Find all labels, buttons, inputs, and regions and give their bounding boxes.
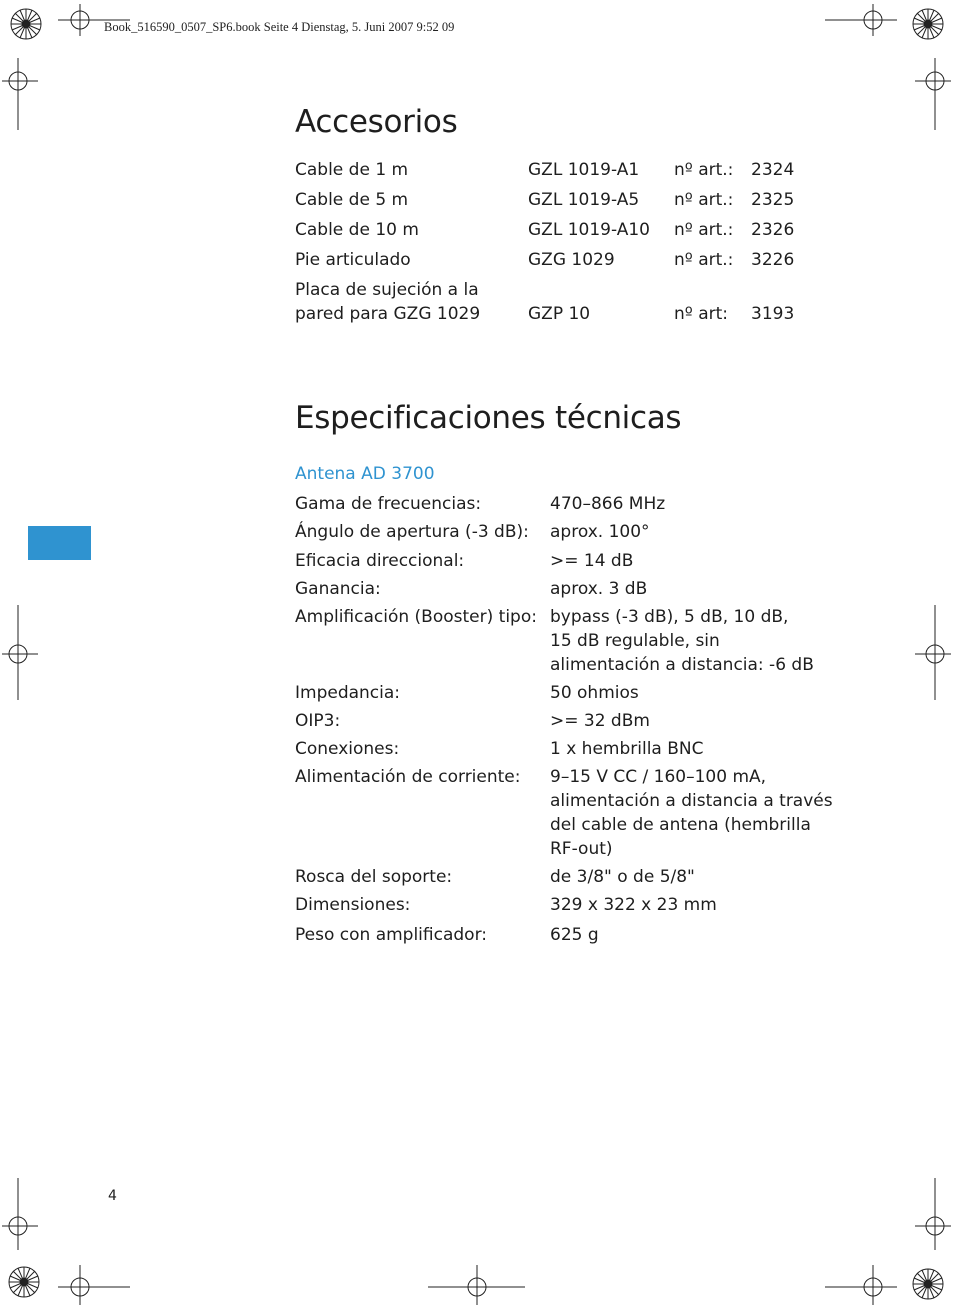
spec-label: Ganancia: — [295, 579, 381, 599]
registration-wheel-icon — [9, 1267, 39, 1297]
accessory-art-label: nº art.: — [674, 220, 734, 240]
specs-title: Especificaciones técnicas — [295, 400, 682, 436]
spec-label: Amplificación (Booster) tipo: — [295, 607, 537, 627]
spec-value: del cable de antena (hembrilla — [550, 815, 811, 835]
spec-label: Peso con amplificador: — [295, 925, 487, 945]
accessory-art-label: nº art.: — [674, 250, 734, 270]
crosshair-icon — [2, 1178, 38, 1250]
accessory-name: Cable de 10 m — [295, 220, 419, 240]
registration-wheel-icon — [913, 1269, 943, 1299]
crosshair-icon — [915, 58, 951, 130]
accessory-art-number: 3193 — [751, 304, 795, 324]
accessory-art-number: 2326 — [751, 220, 795, 240]
spec-value: 625 g — [550, 925, 599, 945]
spec-label: Gama de frecuencias: — [295, 494, 482, 514]
specs-subtitle: Antena AD 3700 — [295, 464, 435, 484]
spec-value: RF-out) — [550, 839, 613, 859]
accessory-name: Cable de 5 m — [295, 190, 409, 210]
crosshair-icon — [428, 1265, 525, 1305]
accessory-art-label: nº art: — [674, 304, 728, 324]
accessory-art-number: 2324 — [751, 160, 795, 180]
spec-value: 329 x 322 x 23 mm — [550, 895, 717, 915]
language-tab-marker — [28, 526, 91, 560]
spec-label: Conexiones: — [295, 739, 400, 759]
accessory-code: GZL 1019-A10 — [528, 220, 650, 240]
crosshair-icon — [58, 1265, 130, 1305]
spec-label: OIP3: — [295, 711, 341, 731]
spec-value: 470–866 MHz — [550, 494, 666, 514]
spec-value: 15 dB regulable, sin — [550, 631, 720, 651]
spec-label: Alimentación de corriente: — [295, 767, 521, 787]
accessories-title: Accesorios — [295, 104, 458, 140]
spec-value: 50 ohmios — [550, 683, 639, 703]
crosshair-icon — [2, 58, 38, 130]
spec-value: bypass (-3 dB), 5 dB, 10 dB, — [550, 607, 789, 627]
accessory-code: GZL 1019-A1 — [528, 160, 640, 180]
spec-value: 9–15 V CC / 160–100 mA, — [550, 767, 767, 787]
accessory-name: pared para GZG 1029 — [295, 304, 481, 324]
spec-label: Dimensiones: — [295, 895, 411, 915]
crosshair-icon — [825, 1265, 897, 1305]
spec-value: 1 x hembrilla BNC — [550, 739, 704, 759]
spec-value: aprox. 3 dB — [550, 579, 648, 599]
file-info-header: Book_516590_0507_SP6.book Seite 4 Dienstag, 5. Juni 2007 9:52 09 — [104, 20, 455, 34]
spec-label: Ángulo de apertura (-3 dB): — [295, 522, 529, 542]
spec-value: >= 32 dBm — [550, 711, 650, 731]
spec-value: aprox. 100° — [550, 522, 650, 542]
accessory-name: Cable de 1 m — [295, 160, 409, 180]
spec-value: de 3/8" o de 5/8" — [550, 867, 695, 887]
accessory-code: GZP 10 — [528, 304, 591, 324]
accessory-art-number: 3226 — [751, 250, 795, 270]
spec-value: alimentación a distancia a través — [550, 791, 833, 811]
accessory-art-label: nº art.: — [674, 190, 734, 210]
registration-wheel-icon — [913, 9, 943, 39]
accessory-code: GZL 1019-A5 — [528, 190, 640, 210]
registration-wheel-icon — [11, 9, 41, 39]
crosshair-icon — [825, 4, 897, 36]
spec-label: Eficacia direccional: — [295, 551, 465, 571]
spec-label: Rosca del soporte: — [295, 867, 453, 887]
spec-value: alimentación a distancia: -6 dB — [550, 655, 814, 675]
accessory-code: GZG 1029 — [528, 250, 615, 270]
crosshair-icon — [2, 605, 38, 700]
accessory-name: Placa de sujeción a la — [295, 280, 479, 300]
spec-value: >= 14 dB — [550, 551, 634, 571]
crosshair-icon — [915, 605, 951, 700]
accessory-art-number: 2325 — [751, 190, 795, 210]
page-number: 4 — [108, 1188, 117, 1204]
accessory-name: Pie articulado — [295, 250, 411, 270]
accessory-art-label: nº art.: — [674, 160, 734, 180]
crosshair-icon — [915, 1178, 951, 1250]
spec-label: Impedancia: — [295, 683, 401, 703]
